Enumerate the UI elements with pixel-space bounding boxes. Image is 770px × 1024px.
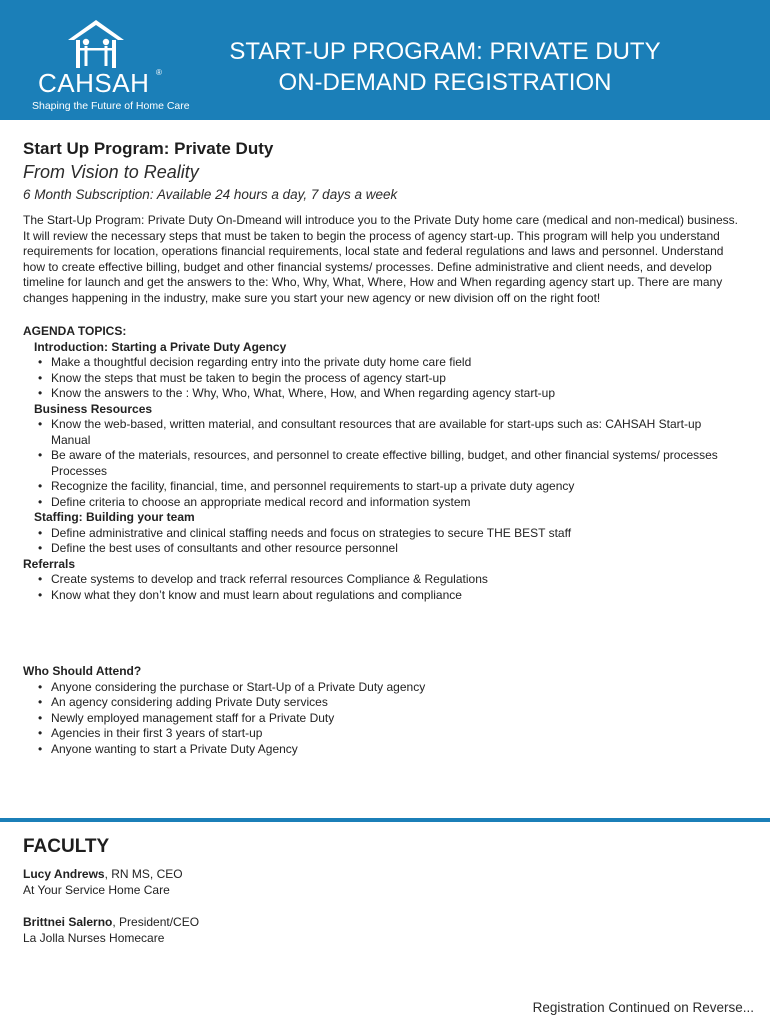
agenda-item: • Define the best uses of consultants and other resource personnel (38, 541, 743, 557)
agenda-item: • Know what they don’t know and must learn about regulations and compliance (38, 588, 743, 604)
agenda-item: • Define administrative and clinical staffing needs and focus on strategies to secure THE BEST staff (38, 526, 743, 542)
registered-mark: ® (156, 68, 162, 77)
faculty-credentials: , President/CEO (112, 915, 200, 929)
attend-item: • Newly employed management staff for a Private Duty (38, 711, 743, 727)
logo-name: CAHSAH (38, 68, 150, 98)
banner-title (190, 36, 700, 98)
program-content (23, 138, 743, 603)
subscription-availability: 6 Month Subscription: Available 24 hours a day, 7 days a week (23, 187, 398, 202)
program-description: The Start-Up Program: Private Duty On-Dmeand will introduce you to the Private Duty home care (medical and non-medical) business. It will review the necessary steps that must be taken to begin the process of agency start-up. This program will help you understand requirements for location, operations financial requirements, local state and federal regulations and laws and personnel. Understand how to create effective billing, budget and other financial systems/ processes. Define administrative and client needs, and develop timeline for launch and get the answers to the: Who, Why, What, Where, How and When regarding agency start up. There are many changes happening in the industry, make sure you start your new agency or new division off on the right foot! (23, 213, 738, 305)
attend-list (23, 680, 743, 758)
agenda-section-title: Introduction: Starting a Private Duty Agency (34, 339, 287, 354)
program-subtitle: From Vision to Reality (23, 162, 199, 182)
agenda-item: • Make a thoughtful decision regarding entry into the private duty home care field (38, 355, 743, 371)
logo-tagline: Shaping the Future of Home Care (32, 100, 190, 112)
faculty-member-name-line (23, 914, 523, 930)
continued-note: Registration Continued on Reverse... (532, 1000, 754, 1015)
agenda-heading: AGENDA TOPICS: (23, 324, 127, 338)
agenda-item: • Recognize the facility, financial, time, and personnel requirements to start-up a private duty agency (38, 479, 743, 495)
attend-item: • An agency considering adding Private Duty services (38, 695, 743, 711)
faculty-member (23, 866, 523, 898)
program-title: Start Up Program: Private Duty (23, 139, 274, 158)
agenda-item: • Know the steps that must be taken to begin the process of agency start-up (38, 371, 743, 387)
faculty-org: La Jolla Nurses Homecare (23, 931, 165, 945)
faculty-heading: FACULTY (23, 836, 110, 857)
agenda-item: • Be aware of the materials, resources, and personnel to create effective billing, budget, and other financial systems/ processes Processes (38, 448, 743, 479)
faculty-name: Lucy Andrews (23, 867, 105, 881)
agenda-section-title: Business Resources (34, 401, 153, 416)
attend-heading: Who Should Attend? (23, 664, 142, 678)
agenda-item: • Know the web-based, written material, and consultant resources that are available for start-ups such as: CAHSAH Start-up Manual (38, 417, 743, 448)
faculty-org: At Your Service Home Care (23, 883, 170, 897)
attend-item: • Anyone wanting to start a Private Duty Agency (38, 742, 743, 758)
house-people-icon (56, 18, 136, 70)
attend-item: • Agencies in their first 3 years of start-up (38, 726, 743, 742)
agenda-section-title: Staffing: Building your team (34, 510, 195, 524)
faculty-member (23, 914, 523, 946)
faculty-name: Brittnei Salerno (23, 915, 113, 929)
section-divider (0, 818, 770, 822)
agenda-item: • Create systems to develop and track referral resources Compliance & Regulations (38, 572, 743, 588)
who-should-attend (23, 664, 743, 757)
banner-title-line2: ON-DEMAND REGISTRATION (278, 69, 612, 96)
agenda-topics (23, 324, 743, 603)
attend-item: • Anyone considering the purchase or Start-Up of a Private Duty agency (38, 680, 743, 696)
faculty-member-name-line (23, 866, 523, 882)
agenda-item: • Know the answers to the : Why, Who, What, Where, How, and When regarding agency start-up (38, 386, 743, 402)
agenda-section-list (23, 526, 743, 557)
agenda-section-list (23, 417, 743, 510)
banner-title-line1: START-UP PROGRAM: PRIVATE DUTY (229, 38, 661, 65)
header-banner (0, 0, 770, 120)
agenda-item: • Define criteria to choose an appropriate medical record and information system (38, 495, 743, 511)
agenda-section-list (23, 572, 743, 603)
agenda-section-list (23, 355, 743, 402)
agenda-section-title: Referrals (23, 556, 76, 571)
faculty-section (23, 835, 523, 962)
cahsah-logo (28, 18, 190, 113)
faculty-credentials: , RN MS, CEO (104, 867, 183, 881)
